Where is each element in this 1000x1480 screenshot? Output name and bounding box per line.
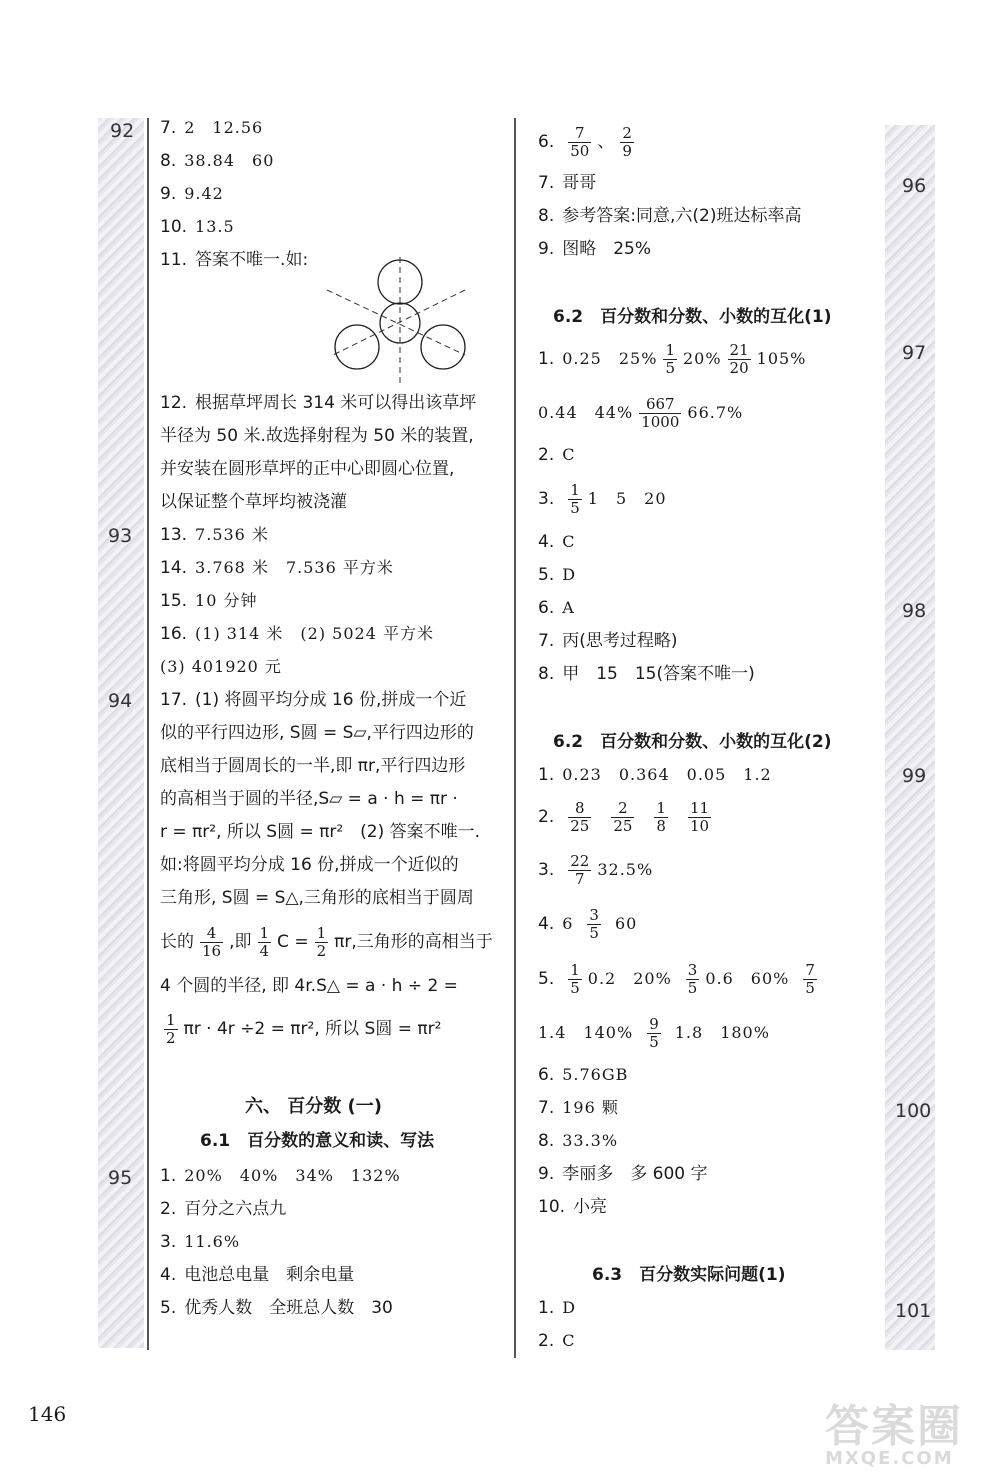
chapter-title: 六、 百分数 (一) <box>245 1096 382 1117</box>
fraction: $\frac{1}{2}$ <box>316 924 327 960</box>
section-6-2-2-answer-3: 3. $\frac{22}{7}$ 32.5% <box>538 852 654 888</box>
section-6-2-1-answer-7: 7. 丙(思考过程略) <box>538 631 678 651</box>
fraction: $\frac{1}{8}$ <box>656 799 666 835</box>
section-6-1-answer-3: 3. 11.6% <box>160 1232 241 1252</box>
answer-7-right: 7. 哥哥 <box>538 173 597 193</box>
page-ref-96: 96 <box>902 175 927 197</box>
answer-17-line10: $\frac{1}{2}$ πr · 4r ÷2 = πr², 所以 S圆 = πr² <box>166 1011 442 1047</box>
section-6-1-answer-2: 2. 百分之六点九 <box>160 1199 287 1219</box>
section-6-2-2-answer-5-line2: 1.4 140% $\frac{9}{5}$ 1.8 180% <box>538 1015 770 1051</box>
section-6-2-2-answer-2: 2. $\frac{8}{25}$ $\frac{2}{25}$ $\frac{1}{8}$ $\frac{11}{10}$ <box>538 799 710 835</box>
fraction: $\frac{1}{5}$ <box>570 961 580 997</box>
page-ref-92: 92 <box>110 120 135 142</box>
answer-17-line9: 4 个圆的半径, 即 4r.S△ = a · h ÷ 2 = <box>160 976 458 996</box>
answer-17-line5: r = πr², 所以 S圆 = πr² (2) 答案不唯一. <box>160 822 481 842</box>
section-6-3-answer-2: 2. C <box>538 1331 576 1351</box>
section-6-2-1-answer-8: 8. 甲 15 15(答案不唯一) <box>538 664 755 684</box>
section-6-2-2-answer-9: 9. 李丽多 多 600 字 <box>538 1164 708 1184</box>
fraction: $\frac{1}{5}$ <box>570 481 580 517</box>
section-6-2-2-answer-7: 7. 196 颗 <box>538 1098 619 1118</box>
fraction: $\frac{1}{5}$ <box>665 341 675 377</box>
section-6-1-answer-1: 1. 20% 40% 34% 132% <box>160 1166 401 1186</box>
page-ref-95: 95 <box>108 1167 133 1189</box>
fraction: $\frac{2}{25}$ <box>613 799 633 835</box>
section-6-3-title: 6.3 百分数实际问题(1) <box>592 1265 786 1285</box>
section-6-2-2-answer-6: 6. 5.76GB <box>538 1065 629 1085</box>
section-6-2-1-answer-1-line2: 0.44 44% $\frac{667}{1000}$ 66.7% <box>538 395 744 431</box>
watermark-logo <box>815 1390 985 1475</box>
section-6-2-2-answer-1: 1. 0.23 0.364 0.05 1.2 <box>538 765 772 785</box>
answer-12-line4: 以保证整个草坪均被浇灌 <box>160 492 347 512</box>
right-margin-strip <box>885 125 935 1350</box>
fraction: $\frac{11}{10}$ <box>689 799 710 835</box>
section-6-3-answer-1: 1. D <box>538 1298 577 1318</box>
section-6-2-2-answer-5: 5. $\frac{1}{5}$ 0.2 20% $\frac{3}{5}$ 0.6 60% $\frac{7}{5}$ <box>538 961 815 997</box>
page-ref-94: 94 <box>108 690 133 712</box>
answer-9-right: 9. 图略 25% <box>538 239 652 259</box>
answer-13: 13. 7.536 米 <box>160 525 269 545</box>
section-6-2-1-answer-2: 2. C <box>538 445 576 465</box>
answer-17-line4: 的高相当于圆的半径,S▱ = a · h = πr · <box>160 789 458 809</box>
fraction: $\frac{7}{50}$ <box>570 124 590 160</box>
answer-8: 8. 38.84 60 <box>160 151 275 171</box>
answer-6: 6. $\frac{7}{50}$ 、 $\frac{2}{9}$ <box>538 124 632 160</box>
fraction: $\frac{7}{5}$ <box>805 961 815 997</box>
answer-12-line2: 半径为 50 米.故选择射程为 50 米的装置, <box>160 426 474 446</box>
fraction: $\frac{667}{1000}$ <box>641 395 680 431</box>
fraction: $\frac{21}{20}$ <box>729 341 749 377</box>
answer-14: 14. 3.768 米 7.536 平方米 <box>160 558 394 578</box>
answer-10: 10. 13.5 <box>160 217 235 237</box>
left-divider <box>147 118 149 1350</box>
fraction: $\frac{3}{5}$ <box>589 906 599 942</box>
answer-8-right: 8. 参考答案:同意,六(2)班达标率高 <box>538 206 802 226</box>
section-6-1-answer-4: 4. 电池总电量 剩余电量 <box>160 1265 355 1285</box>
page-ref-93: 93 <box>108 525 133 547</box>
answer-17-line6: 如:将圆平均分成 16 份,拼成一个近似的 <box>160 855 459 875</box>
page-ref-98: 98 <box>902 600 927 622</box>
fraction: $\frac{4}{16}$ <box>202 924 222 960</box>
page-number: 146 <box>28 1402 67 1426</box>
section-6-2-2-answer-4: 4. 6 $\frac{3}{5}$ 60 <box>538 906 638 942</box>
three-circles-diagram <box>325 255 475 385</box>
section-6-2-2-answer-10: 10. 小亮 <box>538 1197 608 1217</box>
watermark-text: 答案圈 <box>825 1401 963 1452</box>
answer-17-line2: 似的平行四边形, S圆 = S▱,平行四边形的 <box>160 723 474 743</box>
section-6-2-1-answer-4: 4. C <box>538 532 576 552</box>
section-6-2-1-answer-3: 3. $\frac{1}{5}$ 1 5 20 <box>538 481 667 517</box>
fraction: $\frac{3}{5}$ <box>687 961 698 997</box>
answer-17-line7: 三角形, S圆 = S△,三角形的底相当于圆周 <box>160 888 474 908</box>
center-divider <box>514 118 516 1358</box>
answer-7: 7. 2 12.56 <box>160 118 264 138</box>
answer-11: 11. 答案不唯一.如: <box>160 250 309 270</box>
page-ref-100: 100 <box>895 1100 932 1122</box>
watermark-url: MXQE.COM <box>825 1448 954 1469</box>
section-6-1-answer-5: 5. 优秀人数 全班总人数 30 <box>160 1298 393 1318</box>
page-ref-101: 101 <box>895 1300 932 1322</box>
fraction: $\frac{2}{9}$ <box>622 124 632 160</box>
answer-9: 9. 9.42 <box>160 184 224 204</box>
page-ref-97: 97 <box>902 342 927 364</box>
fraction: $\frac{8}{25}$ <box>570 799 590 835</box>
answer-12: 12. 根据草坪周长 314 米可以得出该草坪 <box>160 393 477 413</box>
section-6-2-1-title: 6.2 百分数和分数、小数的互化(1) <box>553 307 832 327</box>
fraction: $\frac{22}{7}$ <box>570 852 590 888</box>
section-6-2-1-answer-1: 1. 0.25 25% $\frac{1}{5}$ 20% $\frac{21}{20}$ 105% <box>538 341 807 377</box>
section-6-2-1-answer-5: 5. D <box>538 565 577 585</box>
answer-17-line8: 长的 $\frac{4}{16}$ ,即 $\frac{1}{4}$ C = $\frac{1}{2}$ πr,三角形的高相当于 <box>160 924 493 960</box>
answer-16: 16. (1) 314 米 (2) 5024 平方米 <box>160 624 434 644</box>
answer-17: 17. (1) 将圆平均分成 16 份,拼成一个近 <box>160 690 467 710</box>
answer-15: 15. 10 分钟 <box>160 591 258 611</box>
fraction: $\frac{1}{2}$ <box>166 1011 176 1047</box>
fraction: $\frac{9}{5}$ <box>649 1015 659 1051</box>
fraction: $\frac{1}{4}$ <box>259 924 270 960</box>
page-ref-99: 99 <box>902 765 927 787</box>
answer-17-line3: 底相当于圆周长的一半,即 πr,平行四边形 <box>160 756 466 776</box>
section-6-2-2-title: 6.2 百分数和分数、小数的互化(2) <box>553 732 832 752</box>
left-margin-strip <box>98 118 144 1348</box>
section-6-2-2-answer-8: 8. 33.3% <box>538 1131 619 1151</box>
answer-12-line3: 并安装在圆形草坪的正中心即圆心位置, <box>160 459 455 479</box>
section-6-1-title: 6.1 百分数的意义和读、写法 <box>200 1131 435 1151</box>
answer-16-line2: (3) 401920 元 <box>160 657 282 676</box>
section-6-2-1-answer-6: 6. A <box>538 598 575 618</box>
